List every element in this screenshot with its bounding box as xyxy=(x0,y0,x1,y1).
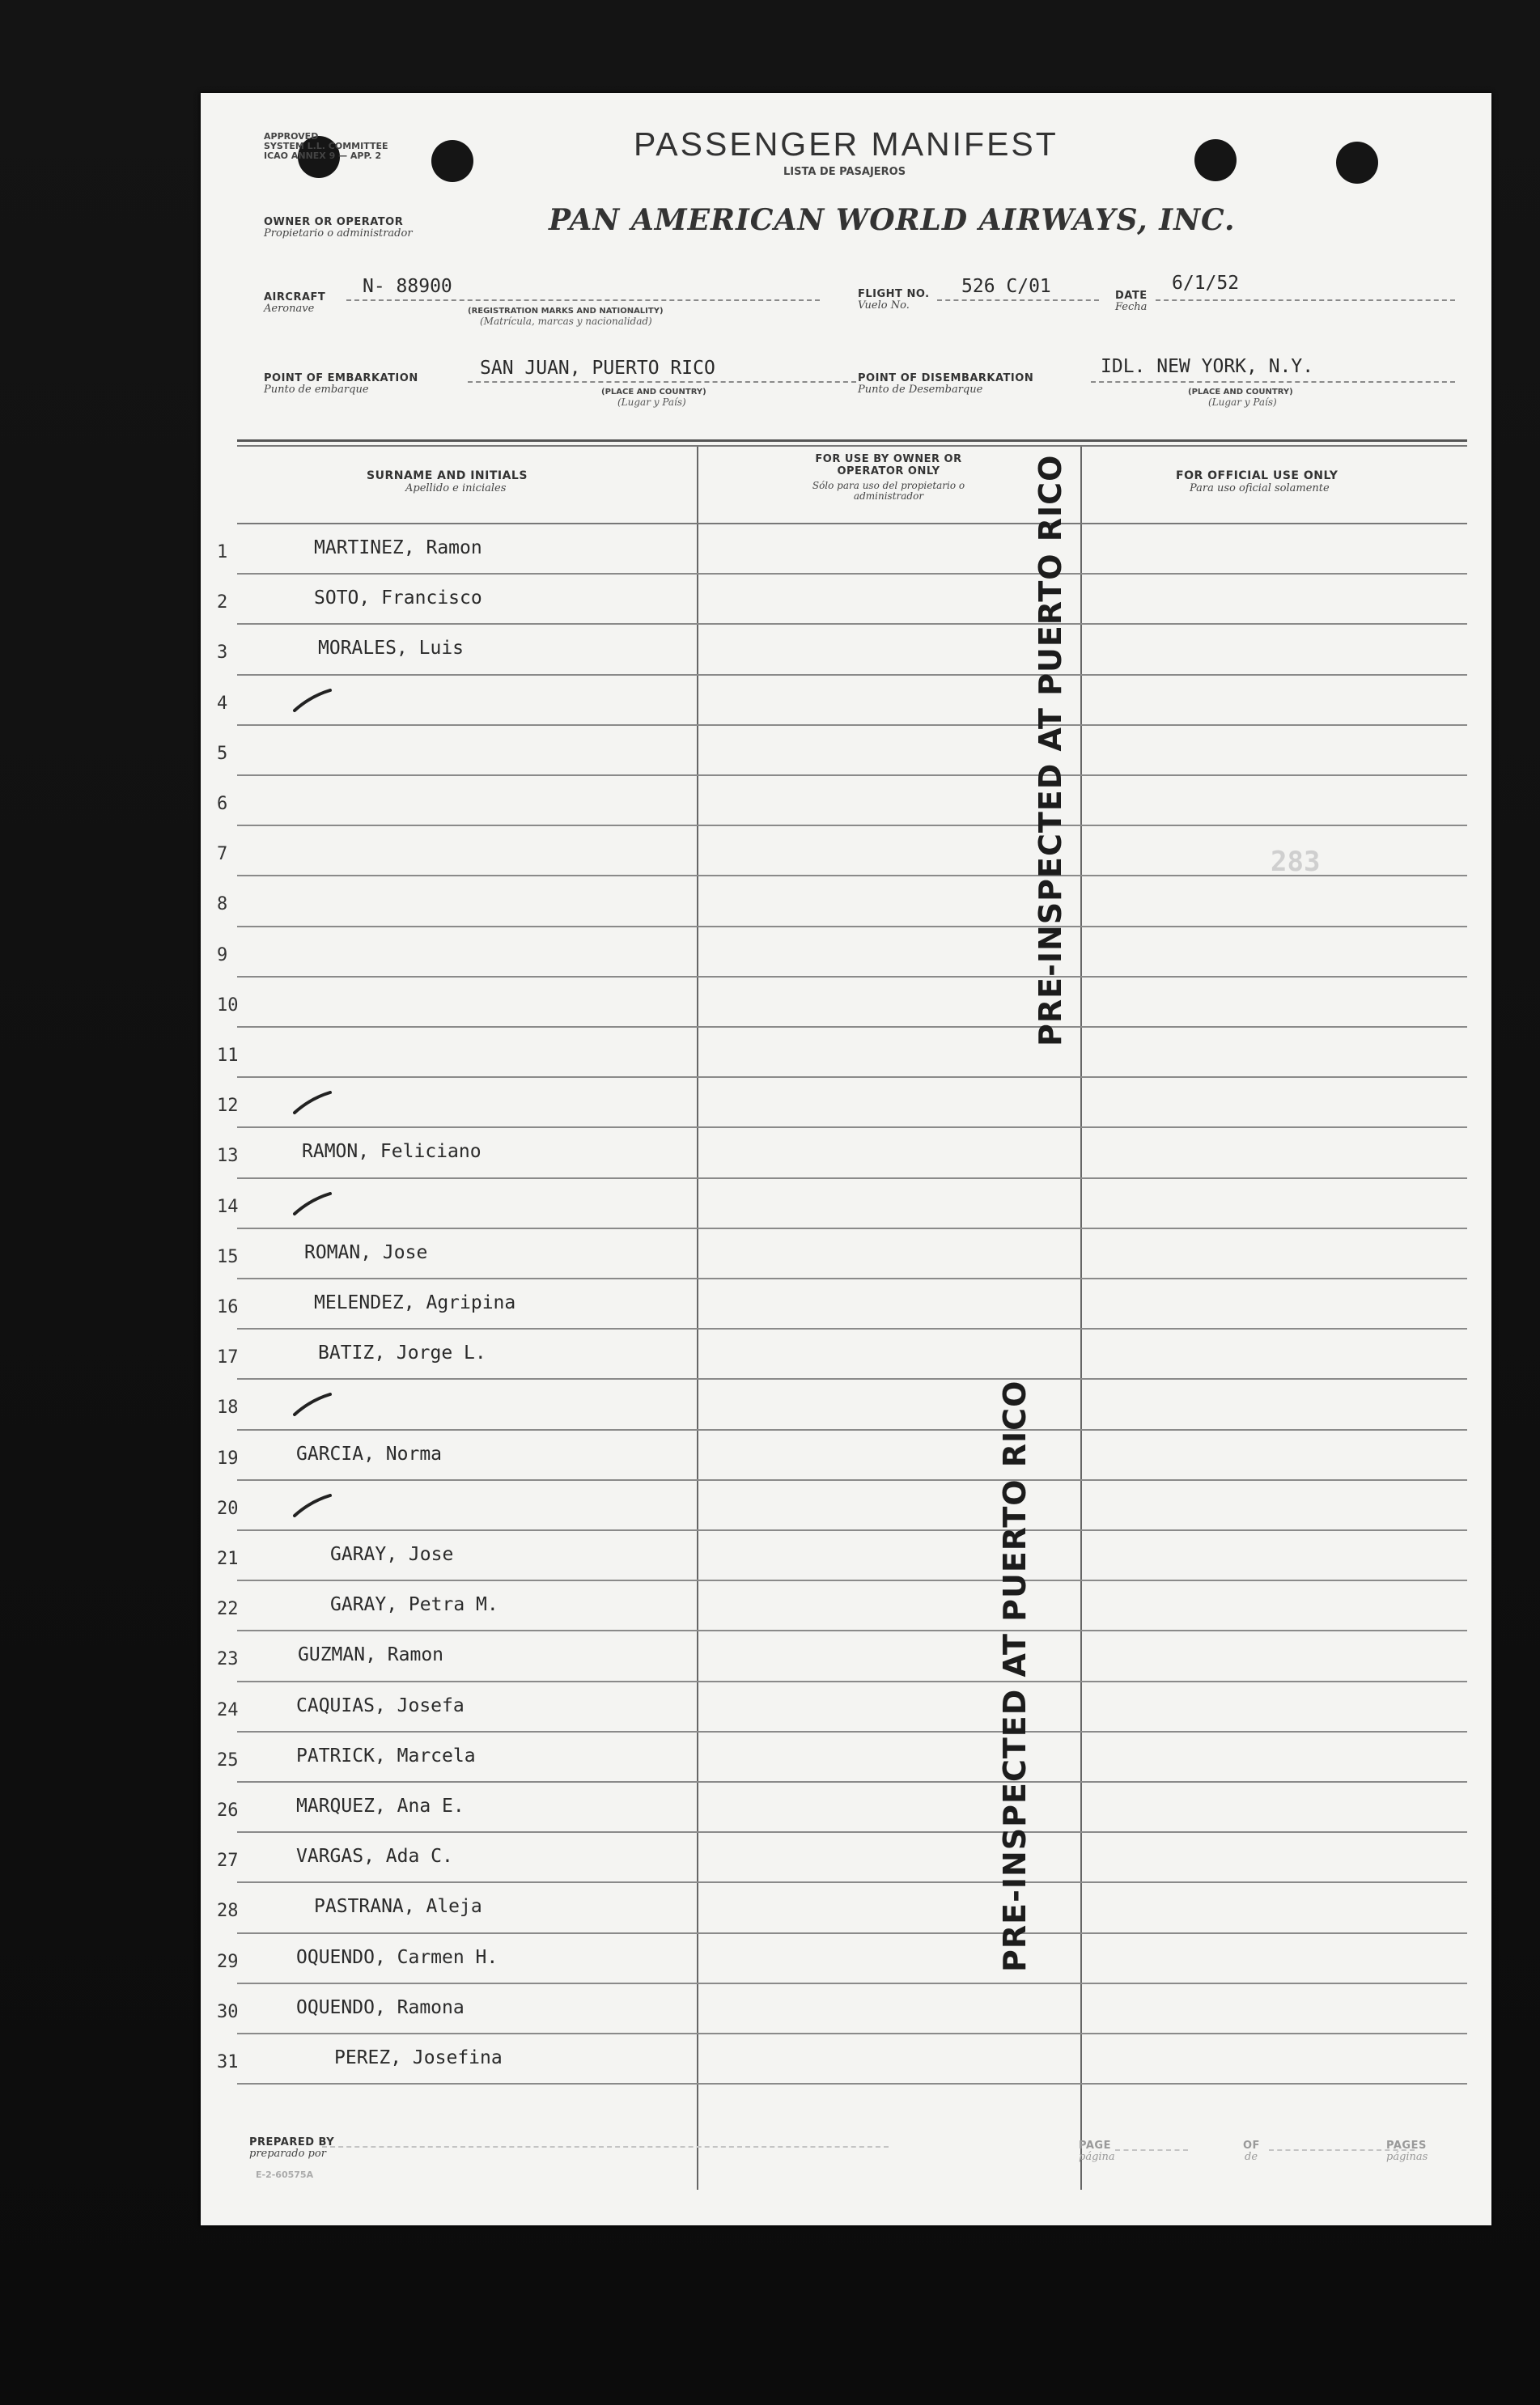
of-label: OF xyxy=(1243,2140,1260,2152)
punch-hole-3 xyxy=(1194,139,1237,181)
owner-label: OWNER OR OPERATOR xyxy=(264,216,404,228)
table-row xyxy=(237,875,1467,925)
table-row xyxy=(237,976,1467,1026)
row-number: 2 xyxy=(217,592,228,613)
passenger-name: MARQUEZ, Ana E. xyxy=(296,1796,465,1817)
row-number: 22 xyxy=(217,1599,239,1620)
approval-block xyxy=(264,132,450,161)
approval-line-2: SYSTEM L.L. COMMITTEE xyxy=(264,141,388,151)
date-label-es: Fecha xyxy=(1115,301,1148,313)
row-number: 27 xyxy=(217,1851,239,1872)
checkmark-icon xyxy=(291,1192,333,1216)
table-row xyxy=(237,724,1467,774)
checkmark-icon xyxy=(291,689,333,713)
row-number: 6 xyxy=(217,794,228,814)
disembark-caption: (PLACE AND COUNTRY) xyxy=(1188,388,1293,397)
row-number: 3 xyxy=(217,643,228,664)
table-row xyxy=(237,1378,1467,1428)
disembark-rule xyxy=(1091,381,1455,383)
aircraft-caption-es: (Matrícula, marcas y nacionalidad) xyxy=(480,316,652,327)
owner-use-header-es: Sólo para uso del propietario o administrador xyxy=(812,480,965,502)
row-number: 26 xyxy=(217,1801,239,1821)
table-top-rule-2 xyxy=(237,445,1467,447)
passenger-name: SOTO, Francisco xyxy=(314,587,482,609)
table-row xyxy=(237,926,1467,976)
row-number: 10 xyxy=(217,995,239,1016)
passenger-name: PATRICK, Marcela xyxy=(296,1745,476,1767)
pages-label: PAGES xyxy=(1386,2140,1427,2152)
form-title-es: LISTA DE PASAJEROS xyxy=(783,166,906,178)
owner-use-header: FOR USE BY OWNER OR OPERATOR ONLY xyxy=(815,453,962,477)
disembark-value: IDL. NEW YORK, N.Y. xyxy=(1101,356,1314,377)
passenger-name: MORALES, Luis xyxy=(318,638,465,660)
embark-caption: (PLACE AND COUNTRY) xyxy=(601,388,706,397)
row-number: 18 xyxy=(217,1398,239,1419)
owner-value: PAN AMERICAN WORLD AIRWAYS, INC. xyxy=(549,203,1236,237)
passenger-name: RAMON, Feliciano xyxy=(302,1141,482,1163)
table-row xyxy=(237,674,1467,724)
disembark-label-es: Punto de Desembarque xyxy=(858,384,983,396)
passenger-name: BATIZ, Jorge L. xyxy=(318,1342,486,1364)
passenger-name: VARGAS, Ada C. xyxy=(296,1846,453,1868)
prepared-label-es: preparado por xyxy=(249,2148,326,2160)
passenger-name: MELENDEZ, Agripina xyxy=(314,1292,516,1313)
passenger-name: GARCIA, Norma xyxy=(296,1443,443,1465)
row-number: 5 xyxy=(217,743,228,764)
passenger-name: GARAY, Jose xyxy=(330,1544,454,1565)
row-number: 23 xyxy=(217,1649,239,1670)
official-header-es: Para uso oficial solamente xyxy=(1190,482,1330,494)
row-number: 20 xyxy=(217,1498,239,1519)
form-code: E-2-60575A xyxy=(256,2170,314,2180)
checkmark-icon xyxy=(291,1393,333,1417)
aircraft-value: N- 88900 xyxy=(363,276,452,297)
row-number: 14 xyxy=(217,1196,239,1217)
form-title: PASSENGER MANIFEST xyxy=(634,125,1058,163)
embark-value: SAN JUAN, PUERTO RICO xyxy=(480,358,715,379)
row-number: 4 xyxy=(217,693,228,714)
flight-value: 526 C/01 xyxy=(961,276,1051,297)
disembark-caption-es: (Lugar y País) xyxy=(1208,397,1277,408)
preinspection-stamp-lower: PRE-INSPECTED AT PUERTO RICO xyxy=(997,1380,1033,1972)
row-number: 19 xyxy=(217,1448,239,1469)
owner-label-es: Propietario o administrador xyxy=(264,227,413,240)
official-header: FOR OFFICIAL USE ONLY xyxy=(1176,469,1338,482)
row-number: 17 xyxy=(217,1347,239,1368)
checkmark-icon xyxy=(291,1494,333,1518)
row-number: 9 xyxy=(217,944,228,965)
passenger-name: PEREZ, Josefina xyxy=(334,2047,503,2068)
embark-label: POINT OF EMBARKATION xyxy=(264,372,418,384)
row-number: 11 xyxy=(217,1046,239,1066)
prepared-label: PREPARED BY xyxy=(249,2136,335,2148)
row-number: 30 xyxy=(217,2001,239,2022)
row-number: 31 xyxy=(217,2052,239,2072)
row-number: 29 xyxy=(217,1951,239,1972)
pages-label-es: páginas xyxy=(1386,2151,1428,2163)
table-row xyxy=(237,774,1467,825)
table-row xyxy=(237,1026,1467,1076)
checkmark-icon xyxy=(291,1091,333,1115)
row-number: 28 xyxy=(217,1901,239,1922)
flight-rule xyxy=(937,299,1099,301)
flight-label-es: Vuelo No. xyxy=(858,299,910,312)
table-row xyxy=(237,1177,1467,1228)
passenger-name: PASTRANA, Aleja xyxy=(314,1896,482,1918)
row-number: 7 xyxy=(217,844,228,865)
passenger-name: GUZMAN, Ramon xyxy=(298,1644,444,1666)
embark-caption-es: (Lugar y País) xyxy=(617,397,686,408)
row-number: 21 xyxy=(217,1549,239,1569)
passenger-name: MARTINEZ, Ramon xyxy=(314,537,482,558)
passenger-name: GARAY, Petra M. xyxy=(330,1594,498,1616)
table-row xyxy=(237,1076,1467,1126)
embark-rule xyxy=(468,381,856,383)
date-value: 6/1/52 xyxy=(1172,273,1240,294)
disembark-label: POINT OF DISEMBARKATION xyxy=(858,372,1034,384)
surname-header: SURNAME AND INITIALS xyxy=(367,469,528,482)
date-label: DATE xyxy=(1115,290,1148,302)
punch-hole-4 xyxy=(1336,142,1378,184)
row-rule xyxy=(237,2083,1467,2085)
page-label: PAGE xyxy=(1079,2140,1111,2152)
aircraft-label: AIRCRAFT xyxy=(264,291,326,303)
passenger-name: OQUENDO, Carmen H. xyxy=(296,1946,498,1968)
aircraft-caption: (REGISTRATION MARKS AND NATIONALITY) xyxy=(468,307,664,316)
row-number: 8 xyxy=(217,894,228,915)
page-stamp-number: 283 xyxy=(1271,846,1321,878)
approval-line-1: APPROVED xyxy=(264,131,319,142)
row-number: 16 xyxy=(217,1297,239,1317)
page-label-es: página xyxy=(1079,2151,1115,2163)
manifest-sheet xyxy=(201,93,1491,2225)
row-number: 15 xyxy=(217,1246,239,1267)
embark-label-es: Punto de embarque xyxy=(264,384,369,396)
passenger-name: CAQUIAS, Josefa xyxy=(296,1695,465,1716)
approval-line-3: ICAO ANNEX 9 — APP. 2 xyxy=(264,151,382,161)
table-top-rule-1 xyxy=(237,439,1467,442)
row-number: 25 xyxy=(217,1750,239,1771)
passenger-name: ROMAN, Jose xyxy=(304,1241,428,1263)
preinspection-stamp-upper: PRE-INSPECTED AT PUERTO RICO xyxy=(1033,454,1068,1046)
surname-header-es: Apellido e iniciales xyxy=(405,482,507,494)
aircraft-rule xyxy=(346,299,820,301)
page-rule xyxy=(1115,2149,1188,2151)
of-label-es: de xyxy=(1245,2151,1258,2163)
flight-label: FLIGHT NO. xyxy=(858,288,930,300)
aircraft-label-es: Aeronave xyxy=(264,303,315,315)
row-number: 24 xyxy=(217,1699,239,1720)
table-row xyxy=(237,1479,1467,1529)
row-number: 1 xyxy=(217,542,228,562)
prepared-rule xyxy=(322,2146,889,2148)
date-rule xyxy=(1156,299,1455,301)
row-number: 13 xyxy=(217,1146,239,1167)
passenger-name: OQUENDO, Ramona xyxy=(296,1996,465,2018)
row-number: 12 xyxy=(217,1096,239,1117)
